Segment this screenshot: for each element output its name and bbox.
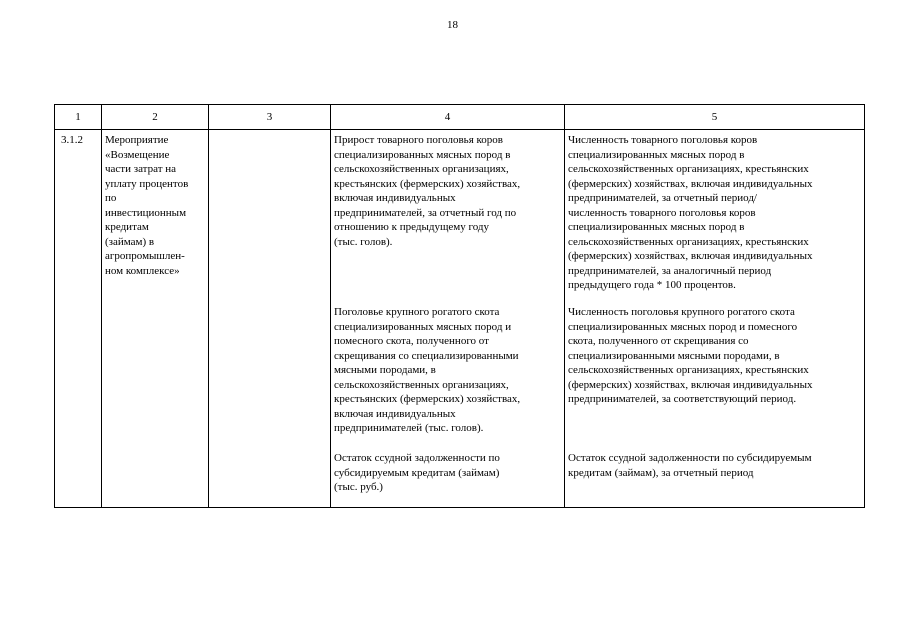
text-line: Остаток ссудной задолженности по субсидируемым [568, 452, 812, 464]
event-name-line: Мероприятие [105, 134, 169, 146]
table-header-row [55, 105, 865, 130]
event-name-cell [102, 130, 209, 508]
event-name-line: уплату процентов [105, 177, 189, 190]
text-line: сельскохозяйственных организациях, [334, 163, 509, 175]
text-line: скрещивания со специализированными [334, 349, 519, 362]
text-line: специализированными мясными породами, в [568, 349, 780, 362]
text-line: специализированных мясных пород и [334, 320, 512, 333]
text-line: сельскохозяйственных организациях, [334, 378, 509, 391]
text-line: численность товарного поголовья коров [568, 206, 756, 219]
text-line: специализированных мясных пород и помесного [568, 320, 798, 333]
text-line: включая индивидуальных [334, 407, 456, 420]
text-line: помесного скота, полученного от [334, 335, 489, 347]
text-line: предпринимателей, за соответствующий период. [568, 393, 797, 405]
text-line: сельскохозяйственных организациях, крестьянских [568, 235, 809, 248]
text-line: крестьянских (фермерских) хозяйствах, [334, 393, 521, 405]
text-line: (фермерских) хозяйствах, включая индивидуальных [568, 250, 813, 262]
text-line: Численность поголовья крупного рогатого скота [568, 306, 795, 318]
event-name-line: ном комплексе» [105, 264, 180, 277]
header-cell-4: 4 [331, 105, 565, 130]
column-3-cell [209, 130, 331, 508]
indicator-livestock-growth [334, 133, 561, 305]
text-line: скота, полученного от скрещивания со [568, 335, 749, 347]
indicator-loan-balance [334, 451, 561, 495]
formula-cell [565, 130, 865, 508]
text-line: Прирост товарного поголовья коров [334, 134, 503, 146]
text-line: предпринимателей (тыс. голов). [334, 422, 484, 434]
row-number: 3.1.2 [55, 130, 102, 508]
text-line: предпринимателей, за отчетный период/ [568, 192, 757, 204]
event-name-line: по [105, 192, 117, 204]
page-number: 18 [447, 19, 458, 31]
header-cell-1: 1 [55, 105, 102, 130]
text-line: кредитам (займам), за отчетный период [568, 466, 754, 479]
text-line: (фермерских) хозяйствах, включая индивидуальных [568, 378, 813, 391]
text-line: Поголовье крупного рогатого скота [334, 306, 500, 318]
text-line: специализированных мясных пород в [568, 221, 745, 233]
text-line: сельскохозяйственных организациях, крестьянских [568, 364, 809, 376]
event-name-line: инвестиционным [105, 206, 187, 219]
text-line: предпринимателей, за отчетный год по [334, 206, 517, 219]
text-line: сельскохозяйственных организациях, крестьянских [568, 163, 809, 175]
text-line: специализированных мясных пород в [568, 148, 745, 161]
event-name-line: «Возмещение [105, 148, 170, 161]
event-name-line: части затрат на [105, 163, 177, 175]
text-line: специализированных мясных пород в [334, 148, 511, 161]
text-line: (тыс. голов). [334, 235, 393, 248]
text-line: включая индивидуальных [334, 192, 456, 204]
table-row [55, 130, 865, 508]
event-name-line: агропромышлен- [105, 250, 185, 262]
header-cell-2: 2 [102, 105, 209, 130]
header-cell-5: 5 [565, 105, 865, 130]
formula-livestock-growth [568, 133, 861, 305]
text-line: (фермерских) хозяйствах, включая индивидуальных [568, 177, 813, 190]
text-line: мясными породами, в [334, 364, 436, 376]
text-line: Численность товарного поголовья коров [568, 134, 758, 146]
text-line: отношению к предыдущему году [334, 221, 490, 233]
indicator-cattle-headcount [334, 305, 561, 451]
text-line: крестьянских (фермерских) хозяйствах, [334, 177, 521, 190]
text-line: субсидируемым кредитам (займам) [334, 466, 500, 479]
formula-loan-balance [568, 451, 861, 480]
indicators-table [54, 104, 865, 508]
indicator-cell [331, 130, 565, 508]
text-line: предыдущего года * 100 процентов. [568, 279, 736, 291]
header-cell-3: 3 [209, 105, 331, 130]
text-line: предпринимателей, за аналогичный период [568, 264, 772, 277]
formula-cattle-headcount [568, 305, 861, 451]
event-name-line: (займам) в [105, 235, 155, 248]
text-line: Остаток ссудной задолженности по [334, 452, 500, 464]
text-line: (тыс. руб.) [334, 481, 383, 493]
event-name-line: кредитам [105, 221, 149, 233]
